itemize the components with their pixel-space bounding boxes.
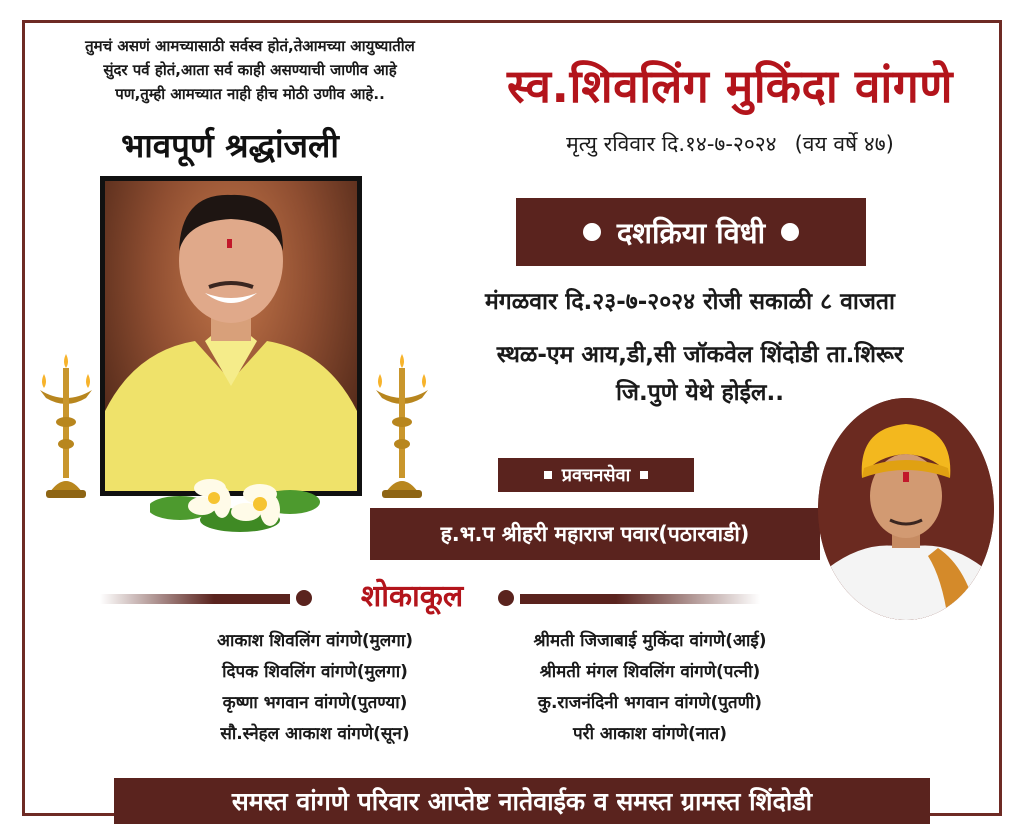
portrait-illustration	[105, 181, 357, 491]
death-info	[490, 130, 970, 158]
intro-line: पण,तुम्ही आमच्यात नाही हीच मोठी उणीव आहे..	[115, 85, 385, 103]
speaker-photo	[818, 398, 994, 620]
mourner-item: परी आकाश वांगणे(नात)	[572, 724, 728, 744]
mourners-list-left	[140, 626, 490, 750]
death-age: (वय वर्षे ४७)	[794, 132, 894, 156]
mourner-item: श्रीमती मंगल शिवलिंग वांगणे(पत्नी)	[539, 662, 761, 682]
intro-verse	[30, 34, 470, 106]
mourner-item: दिपक शिवलिंग वांगणे(मुलगा)	[222, 662, 408, 682]
oil-lamp-icon	[36, 352, 96, 502]
mourners-title: शोकाकूल	[360, 579, 464, 614]
frangipani-flowers-icon	[150, 458, 320, 538]
bullet-square	[640, 471, 648, 479]
ritual-time: मंगळवार दि.२३-७-२०२४ रोजी सकाळी ८ वाजता	[485, 289, 895, 315]
footer-banner: समस्त वांगणे परिवार आप्तेष्ट नातेवाईक व समस्त ग्रामस्त शिंदोडी	[114, 778, 930, 824]
deceased-name: स्व.शिवलिंग मुकिंदा वांगणे	[507, 59, 953, 113]
death-date: मृत्यु रविवार दि.१४-७-२०२४	[566, 132, 777, 156]
ritual-place-line: जि.पुणे येथे होईल..	[615, 380, 785, 406]
bullet-square	[544, 471, 552, 479]
speaker-portrait-illustration	[818, 398, 994, 620]
ritual-title: दशक्रिया विधी	[616, 215, 766, 250]
mourner-item: श्रीमती जिजाबाई मुकिंदा वांगणे(आई)	[533, 631, 767, 651]
mourners-heading	[100, 579, 800, 616]
sermon-label-tag	[498, 458, 694, 492]
mourner-item: कु.राजनंदिनी भगवान वांगणे(पुतणी)	[537, 693, 763, 713]
ritual-banner	[516, 198, 866, 266]
intro-line: तुमचं असणं आमच्यासाठी सर्वस्व होतं,तेआमच्या आयुष्यातील	[85, 37, 415, 55]
divider-dot	[498, 590, 514, 606]
mourner-item: सौ.स्नेहल आकाश वांगणे(सून)	[220, 724, 410, 744]
divider-dot	[296, 590, 312, 606]
tribute-title: भावपूर्ण श्रद्धांजली	[121, 126, 339, 165]
divider-bar	[100, 594, 290, 604]
intro-line: सुंदर पर्व होतं,आता सर्व काही असण्याची जाणीव आहे	[103, 61, 397, 79]
sermon-speaker: ह.भ.प श्रीहरी महाराज पवार(पठारवाडी)	[370, 508, 820, 560]
bullet-dot	[781, 223, 799, 241]
mourners-list-right	[470, 626, 830, 750]
ritual-place-line: स्थळ-एम आय,डी,सी जॉकवेल शिंदोडी ता.शिरूर	[496, 342, 904, 368]
divider-bar	[520, 594, 760, 604]
sermon-label: प्रवचनसेवा	[561, 465, 631, 486]
mourner-item: आकाश शिवलिंग वांगणे(मुलगा)	[216, 631, 414, 651]
mourner-item: कृष्णा भगवान वांगणे(पुतण्या)	[222, 693, 408, 713]
deceased-photo	[100, 176, 362, 496]
bullet-dot	[583, 223, 601, 241]
